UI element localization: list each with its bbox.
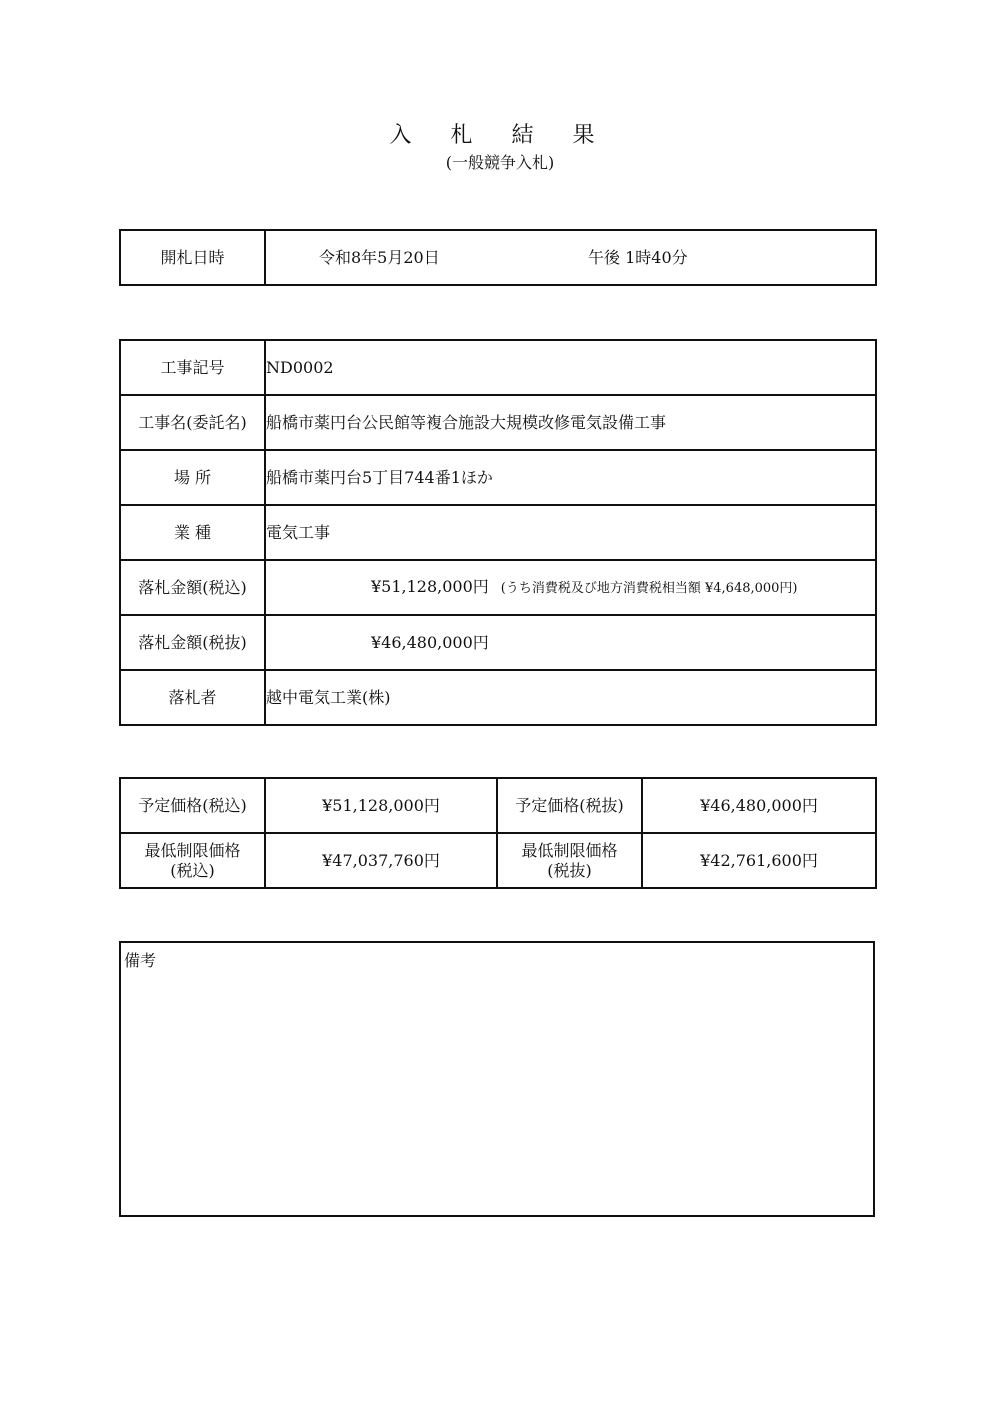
planned-incl: ¥51,128,000円: [265, 778, 497, 833]
planned-excl-label: 予定価格(税抜): [497, 778, 642, 833]
opening-time: 午後 1時40分: [588, 248, 688, 267]
table-row: [120, 778, 876, 833]
opening-value-cell: [265, 230, 876, 285]
amount-excl: ¥46,480,000円: [371, 632, 489, 652]
remarks-box: [119, 941, 875, 1217]
opening-label: 開札日時: [120, 230, 265, 285]
min-excl-label: 最低制限価格(税抜): [497, 833, 642, 888]
min-excl: ¥42,761,600円: [642, 833, 876, 888]
planned-excl: ¥46,480,000円: [642, 778, 876, 833]
page-title: 入 札 結 果: [389, 123, 611, 148]
page-subtitle: (一般競争入札): [445, 153, 555, 172]
opening-row: [120, 230, 876, 285]
table-row: [120, 833, 876, 888]
remarks-label: 備考: [124, 951, 157, 970]
planned-incl-label: 予定価格(税込): [120, 778, 265, 833]
details-table: [119, 339, 877, 726]
amount-incl-label: 落札金額(税込): [120, 560, 265, 615]
winner: 越中電気工業(株): [265, 670, 876, 725]
category-label: 業 種: [120, 505, 265, 560]
location: 船橋市薬円台5丁目744番1ほか: [265, 450, 876, 505]
price-table: [119, 777, 877, 889]
amount-excl-label: 落札金額(税抜): [120, 615, 265, 670]
min-incl-label: 最低制限価格(税込): [120, 833, 265, 888]
project-no: ND0002: [265, 340, 876, 395]
winner-label: 落札者: [120, 670, 265, 725]
project-name: 船橋市薬円台公民館等複合施設大規模改修電気設備工事: [265, 395, 876, 450]
table-row: [120, 395, 876, 450]
project-name-label: 工事名(委託名): [120, 395, 265, 450]
amount-incl-cell: [265, 560, 876, 615]
amount-incl: ¥51,128,000円: [371, 577, 489, 597]
category: 電気工事: [265, 505, 876, 560]
table-row: [120, 560, 876, 615]
table-row: [120, 670, 876, 725]
opening-date: 令和8年5月20日: [319, 248, 440, 267]
table-row: [120, 615, 876, 670]
amount-excl-cell: [265, 615, 876, 670]
min-incl: ¥47,037,760円: [265, 833, 497, 888]
table-row: [120, 340, 876, 395]
amount-tax-note: (うち消費税及び地方消費税相当額 ¥4,648,000円): [500, 581, 798, 597]
table-row: [120, 505, 876, 560]
opening-table: [119, 229, 877, 286]
project-no-label: 工事記号: [120, 340, 265, 395]
table-row: [120, 450, 876, 505]
location-label: 場 所: [120, 450, 265, 505]
